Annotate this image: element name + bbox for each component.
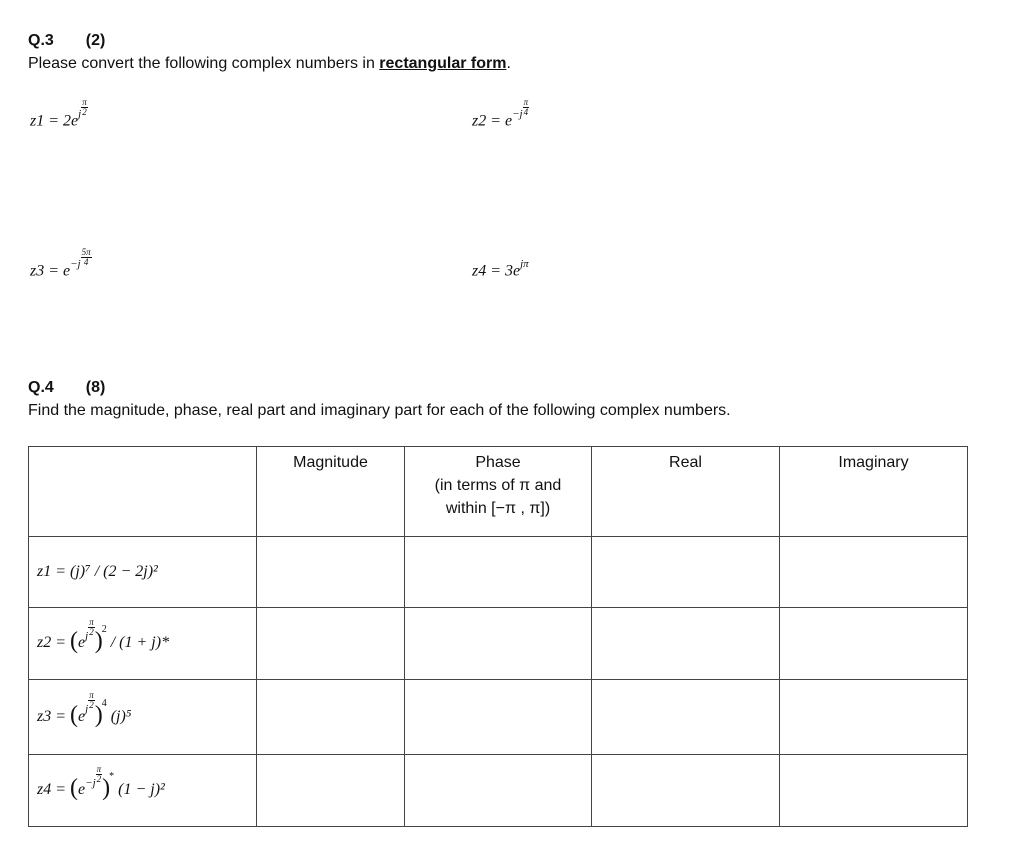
z3-imaginary-cell[interactable] [780,680,968,755]
header-real: Real [592,447,780,537]
q3-z2 [472,96,529,130]
z2-imaginary-cell[interactable] [780,608,968,680]
row-z2-outer-exp: 2 [101,624,107,635]
header-imaginary: Imaginary [780,447,968,537]
q3-instruction-emph: rectangular form [379,55,507,72]
q3-z1-exp-num: π [82,96,87,107]
row-z3-inner-prefix: j [85,703,89,716]
table-header-row [29,447,968,537]
row-z2-lhs: z2 = [37,634,71,652]
q3-z1-exp-prefix: j [78,108,82,120]
q3-z4-exp: jπ [520,258,529,270]
q4-points: (8) [85,379,106,396]
q3-z3-lhs: z3 = e [30,262,71,280]
q3-z2-exp-prefix: −j [512,108,523,120]
q3-z2-exp-den: 4 [523,106,529,117]
q3-z4 [472,260,529,280]
q3-z3-exp-den: 4 [83,256,89,267]
row-z2-tail: / (1 + j)* [106,634,170,652]
row-z4-inner-num: π [96,763,102,774]
header-phase [405,447,592,537]
row-z4-inner-den: 2 [96,773,102,784]
q3-z3-exp-prefix: −j [70,258,81,270]
table-row [29,680,968,755]
table-row [29,755,968,827]
z4-imaginary-cell[interactable] [780,755,968,827]
q4-number: Q.4 [28,379,54,396]
q4-heading [28,379,105,397]
q4-instruction: Find the magnitude, phase, real part and imaginary part for each of the following complex numbers. [28,402,731,419]
row-z2-inner-prefix: j [85,629,89,642]
z4-phase-cell[interactable] [405,755,592,827]
q3-z2-lhs: z2 = e [472,112,513,130]
row-z3-expression: $z3 = (e^{j \frac{\pi}{2}}$ )$^4$ (j)⁵ [29,680,257,755]
header-phase-line2: (in terms of π and [434,477,562,494]
z4-magnitude-cell[interactable] [257,755,405,827]
z2-phase-cell[interactable] [405,608,592,680]
z1-phase-cell[interactable] [405,537,592,608]
q3-number: Q.3 [28,32,54,49]
q3-z4-lhs: z4 = 3e [472,262,521,280]
q3-instruction [28,55,511,73]
q3-z1-exp-den: 2 [82,106,87,117]
row-z1-expression: z1 = (j)⁷ / (2 − 2j)² [29,537,257,608]
header-expression [29,447,257,537]
row-z3-lhs: z3 = [37,707,71,725]
row-z2-expression: $z2 = (e^{j \frac{\pi}{2}}$ )$^2$ / (1 + j)* [29,608,257,680]
z3-real-cell[interactable] [592,680,780,755]
header-phase-line3: within [−π , π]) [445,500,551,517]
z2-real-cell[interactable] [592,608,780,680]
row-z4-tail: (1 − j)² [114,781,165,799]
z1-real-cell[interactable] [592,537,780,608]
row-z3-inner-num: π [89,690,94,701]
q3-instruction-prefix: Please convert the following complex numbers in [28,55,380,72]
q3-z3-exp-num: 5π [81,246,91,257]
q3-z2-exp-num: π [523,96,529,107]
row-z4-inner-prefix: −j [85,776,96,789]
q3-heading [28,32,105,50]
q3-instruction-suffix: . [506,55,511,72]
z1-magnitude-cell[interactable] [257,537,405,608]
row-z4-expression: $z4 = (e^{-j \frac{\pi}{2}}$ )* (1 − j)² [29,755,257,827]
z3-magnitude-cell[interactable] [257,680,405,755]
row-z4-lhs: z4 = [37,781,71,799]
row-z4-outer-exp: * [109,771,115,782]
table-row [29,608,968,680]
header-magnitude: Magnitude [257,447,405,537]
q3-points: (2) [85,32,106,49]
row-z2-inner-num: π [89,616,94,627]
z1-imaginary-cell[interactable] [780,537,968,608]
z2-magnitude-cell[interactable] [257,608,405,680]
z3-phase-cell[interactable] [405,680,592,755]
row-z3-outer-exp: 4 [101,697,107,709]
row-z3-tail: (j)⁵ [106,707,132,725]
q3-z1-lhs: z1 = 2e [30,112,79,130]
row-z2-inner-den: 2 [89,626,94,637]
q4-table [28,446,968,827]
z4-real-cell[interactable] [592,755,780,827]
q3-z1 [30,96,88,130]
table-row [29,537,968,608]
header-phase-line1: Phase [475,454,521,471]
row-z3-inner-den: 2 [89,700,94,711]
